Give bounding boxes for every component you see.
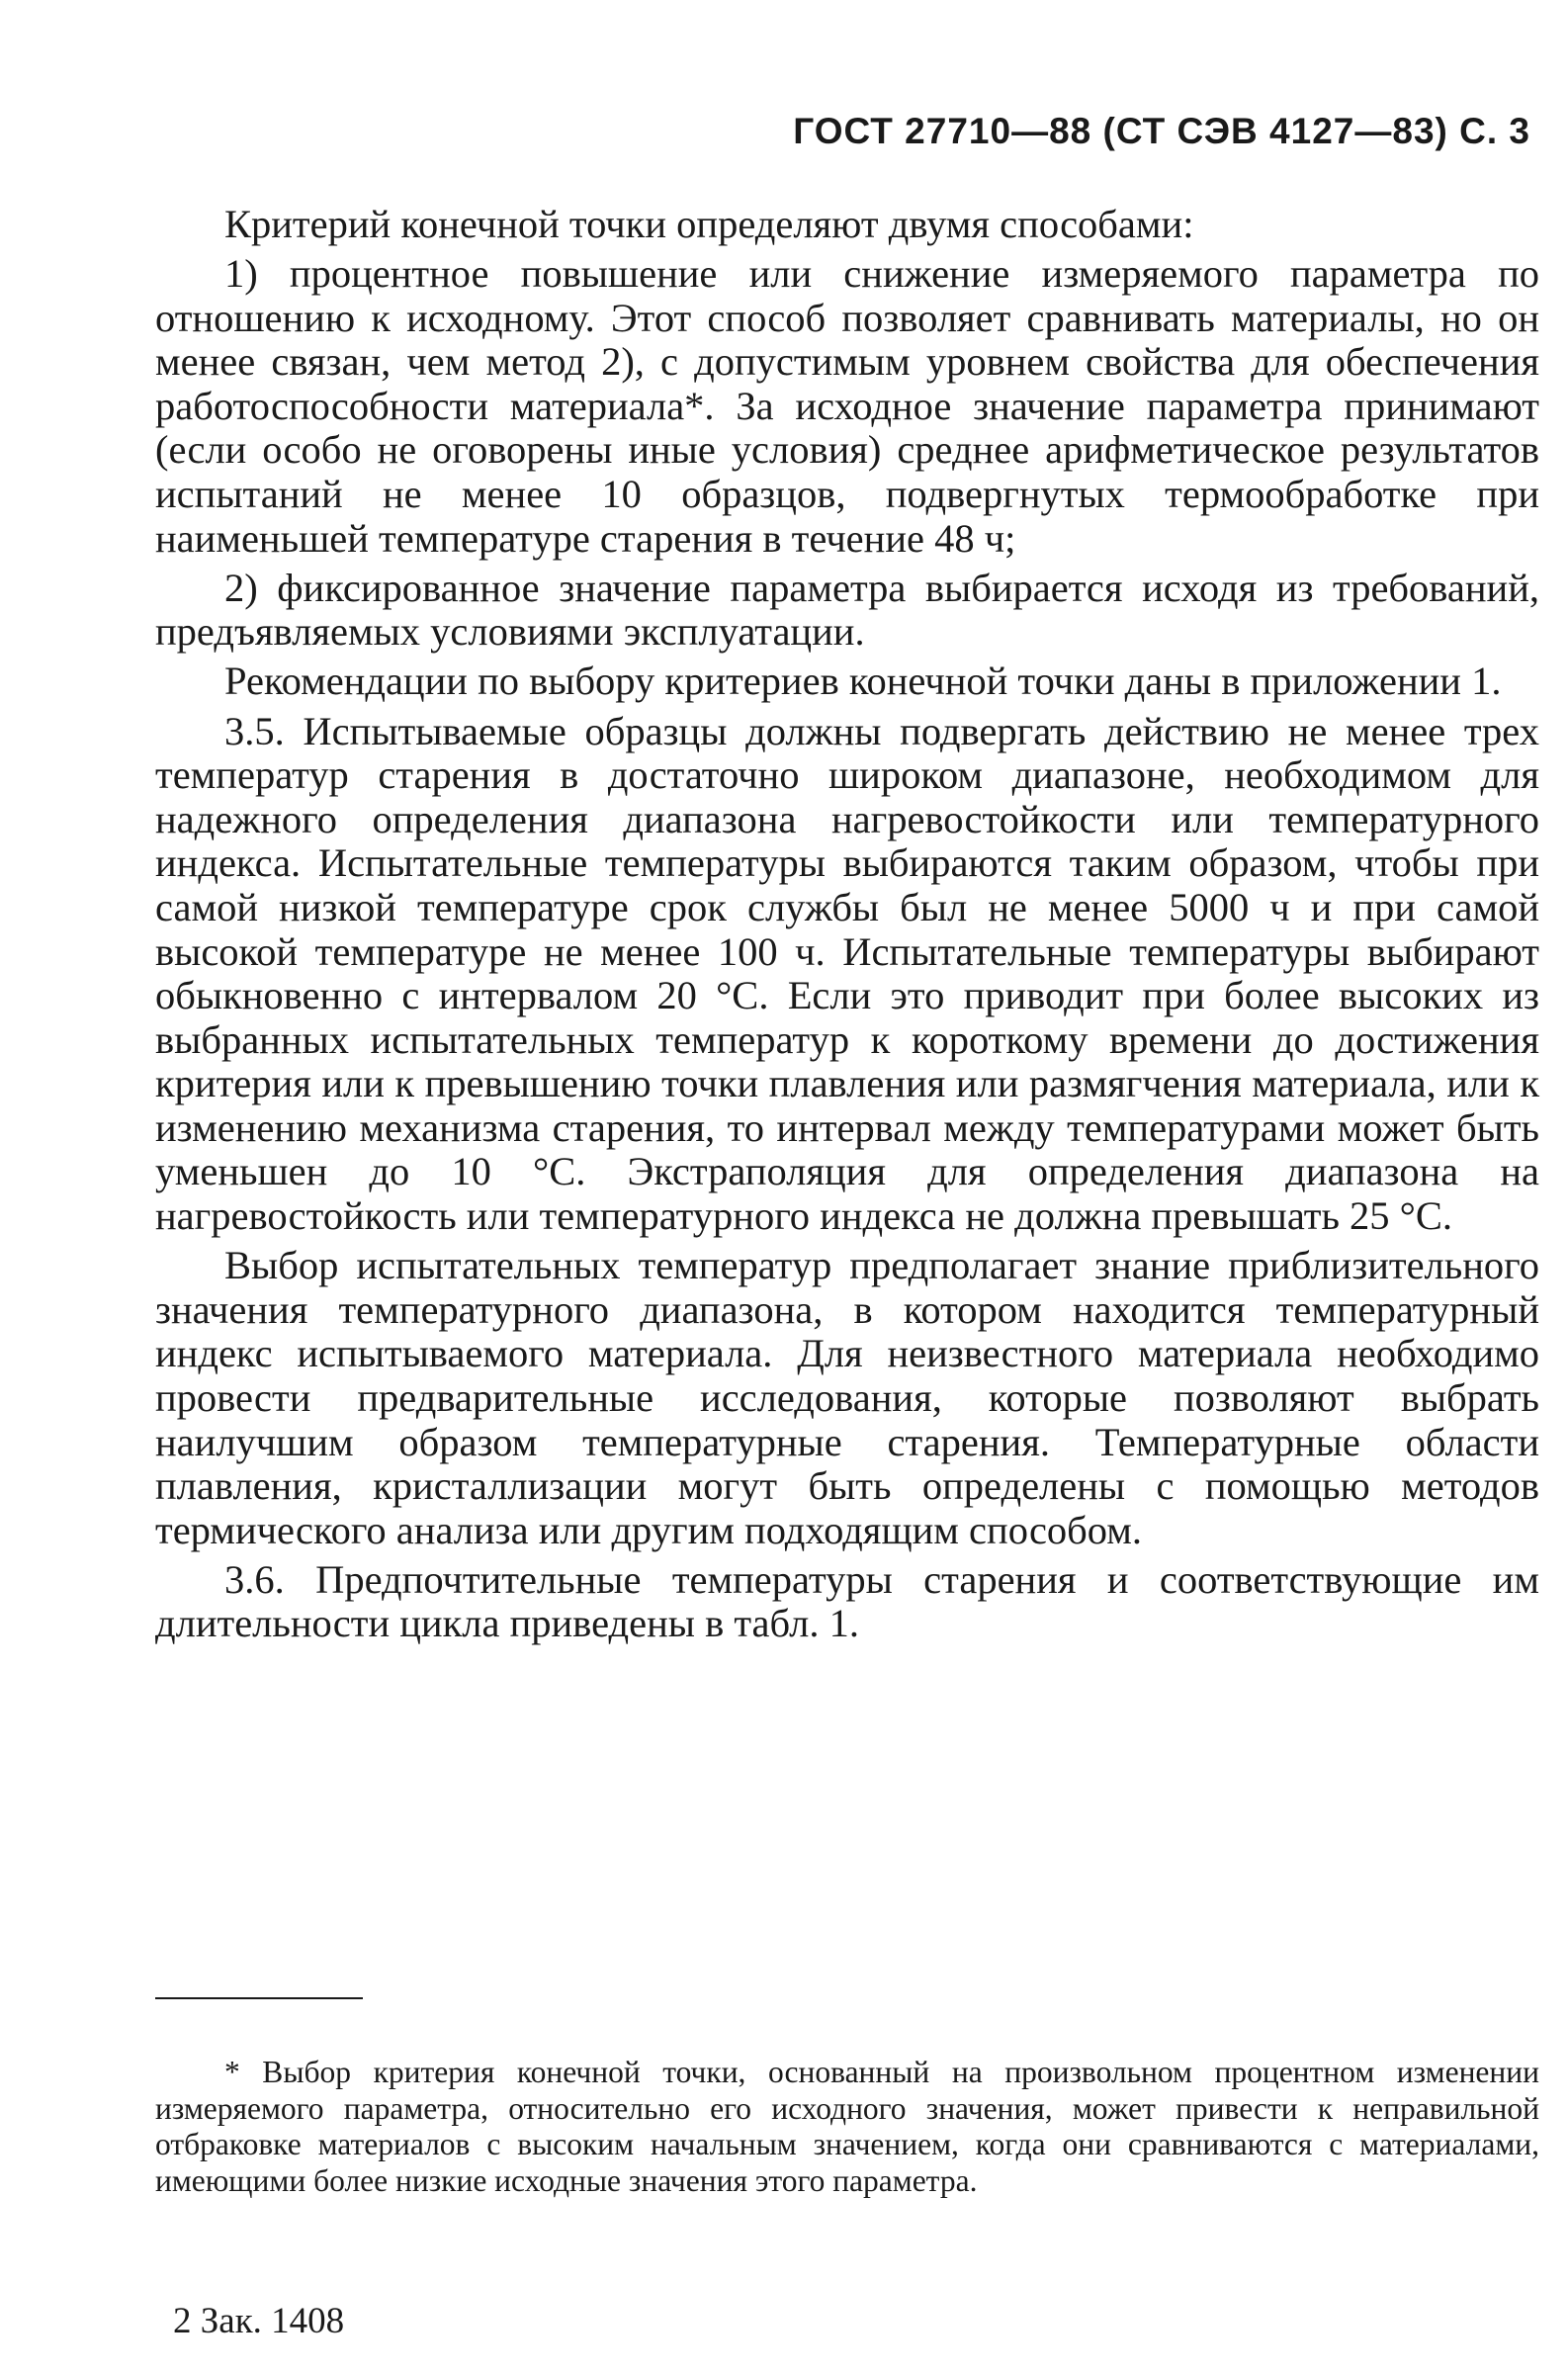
footnote-divider — [155, 1997, 363, 1999]
order-number: 2 Зак. 1408 — [173, 2301, 345, 2341]
paragraph-recommendations: Рекомендации по выбору критериев конечной точки даны в приложении 1. — [224, 659, 1502, 704]
paragraph-temperature-choice: Выбор испытательных температур предполагает знание приблизительного значения температурного диапазона, в котором находится температурный индекс испытываемого материала. Для неизвестного материала необходимо провести предварительные исследования, которые позволяют выбрать наилучшим образом температурные старения. Температурные области плавления, кристаллизации могут быть определены с помощью методов термического анализа или другим подходящим способом. — [155, 1243, 1539, 1552]
paragraph-criterion-intro: Критерий конечной точки определяют двумя способами: — [224, 202, 1194, 246]
paragraph-method-1: 1) процентное повышение или снижение измеряемого параметра по отношению к исходному. Этот способ позволяет сравнивать материалы, но он менее связан, чем метод 2), с допустимым уровнем свойства для обеспечения работоспособности материала*. За исходное значение параметра принимают (если особо не оговорены иные условия) среднее арифметическое результатов испытаний не менее 10 образцов, подвергнутых термообработке при наименьшей температуре старения в течение 48 ч; — [155, 251, 1539, 561]
page-header: ГОСТ 27710—88 (СТ СЭВ 4127—83) С. 3 — [793, 111, 1530, 151]
paragraph-method-2: 2) фиксированное значение параметра выбирается исходя из требований, предъявляемых условиями эксплуатации. — [155, 565, 1539, 655]
main-text — [155, 203, 1539, 1646]
footnote: * Выбор критерия конечной точки, основанный на произвольном процентном изменении измеряемого параметра, относительно его исходного значения, может привести к неправильной отбраковке материалов с высоким начальным значением, когда они сравниваются с материалами, имеющими более низкие исходные значения этого параметра. — [155, 2055, 1539, 2198]
paragraph-3-6: 3.6. Предпочтительные температуры старения и соответствующие им длительности цикла приведены в табл. 1. — [155, 1556, 1539, 1646]
paragraph-3-5: 3.5. Испытываемые образцы должны подвергать действию не менее трех температур старения в достаточно широком диапазоне, необходимом для надежного определения диапазона нагревостойкости или температурного индекса. Испытательные температуры выбираются таким образом, чтобы при самой низкой температуре срок службы был не менее 5000 ч и при самой высокой температуре не менее 100 ч. Испытательные температуры выбирают обыкновенно с интервалом 20 °С. Если это приводит при более высоких из выбранных испытательных температур к короткому времени до достижения критерия или к превышению точки плавления или размягчения материала, или к изменению механизма старения, то интервал между температурами может быть уменьшен до 10 °С. Экстраполяция для определения диапазона на нагревостойкость или температурного индекса не должна превышать 25 °С. — [155, 708, 1539, 1239]
